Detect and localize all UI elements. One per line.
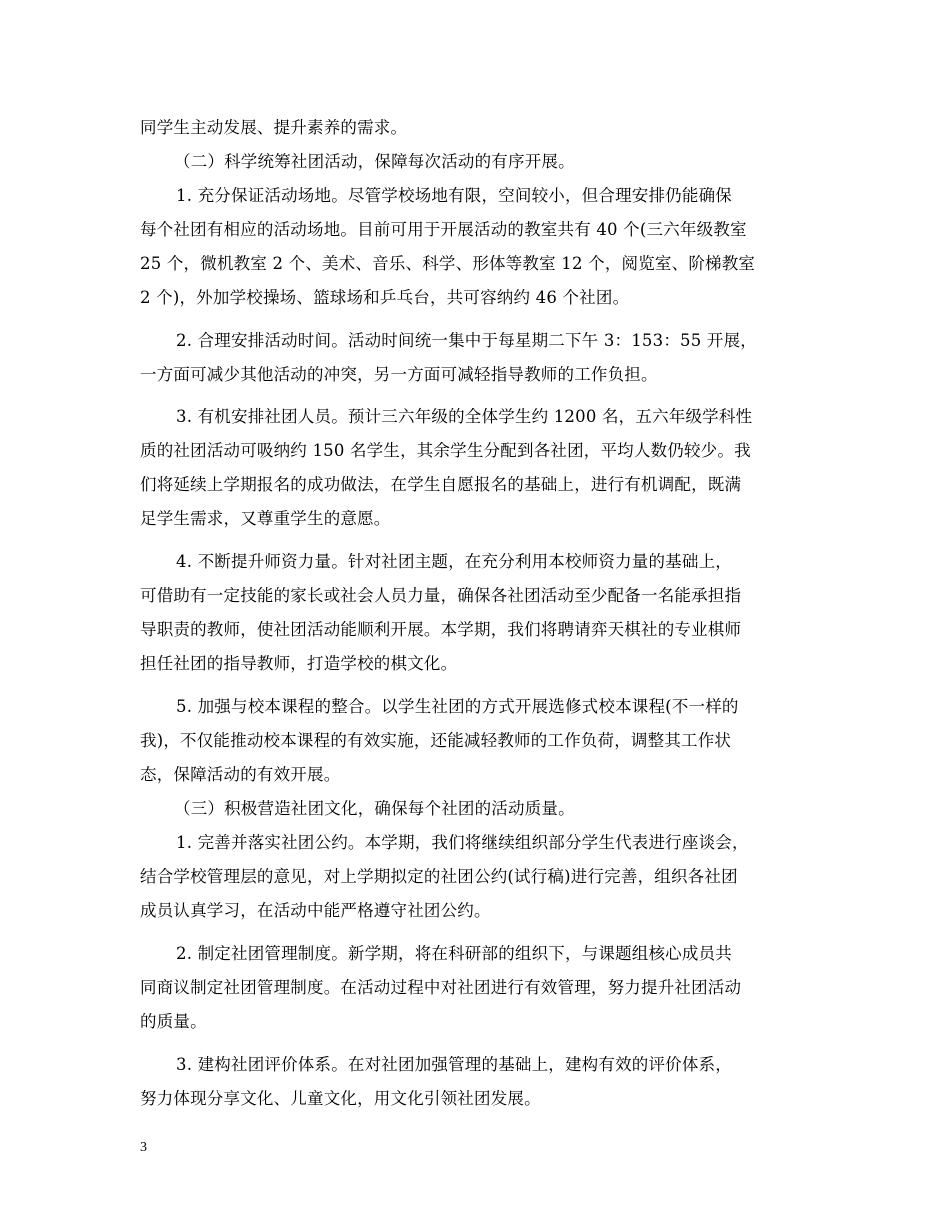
text-line: 3. 有机安排社团人员。预计三六年级的全体学生约 1200 名，五六年级学科性 — [176, 407, 753, 426]
section-heading: （二）科学统筹社团活动，保障每次活动的有序开展。 — [174, 152, 575, 171]
text-line: 导职责的教师，使社团活动能顺利开展。本学期，我们将聘请弈天棋社的专业棋师 — [140, 620, 742, 639]
text-line: 4. 不断提升师资力量。针对社团主题，在充分利用本校师资力量的基础上， — [176, 552, 732, 571]
text-line: 结合学校管理层的意见，对上学期拟定的社团公约(试行稿)进行完善，组织各社团 — [140, 867, 738, 886]
text-line: 努力体现分享文化、儿童文化，用文化引领社团发展。 — [140, 1089, 541, 1108]
text-line: 25 个，微机教室 2 个、美术、音乐、科学、形体等教室 12 个，阅览室、阶梯教室 — [140, 254, 756, 273]
text-line: 一方面可减少其他活动的冲突，另一方面可减轻指导教师的工作负担。 — [140, 365, 658, 384]
text-line: 担任社团的指导教师，打造学校的棋文化。 — [140, 654, 458, 673]
text-line: 态，保障活动的有效开展。 — [140, 765, 341, 784]
text-line: 2. 制定社团管理制度。新学期，将在科研部的组织下，与课题组核心成员共 — [176, 944, 732, 963]
text-line: 3. 建构社团评价体系。在对社团加强管理的基础上，建构有效的评价体系， — [176, 1055, 732, 1074]
text-line: 质的社团活动可吸纳约 150 名学生，其余学生分配到各社团，平均人数仍较少。我 — [140, 441, 751, 460]
text-line: 成员认真学习，在活动中能严格遵守社团公约。 — [140, 901, 491, 920]
text-line: 们将延续上学期报名的成功做法，在学生自愿报名的基础上，进行有机调配，既满 — [140, 475, 742, 494]
text-line: 2. 合理安排活动时间。活动时间统一集中于每星期二下午 3：153：55 开展， — [176, 331, 757, 350]
section-heading: （三）积极营造社团文化，确保每个社团的活动质量。 — [174, 799, 575, 818]
text-line: 足学生需求，又尊重学生的意愿。 — [140, 509, 391, 528]
text-line: 1. 充分保证活动场地。尽管学校场地有限，空间较小，但合理安排仍能确保 — [176, 186, 732, 205]
text-line: 可借助有一定技能的家长或社会人员力量，确保各社团活动至少配备一名能承担指 — [140, 586, 742, 605]
text-line: 1. 完善并落实社团公约。本学期，我们将继续组织部分学生代表进行座谈会， — [176, 833, 749, 852]
text-line: 我)，不仅能推动校本课程的有效实施，还能减轻教师的工作负荷，调整其工作状 — [140, 731, 732, 750]
text-line: 5. 加强与校本课程的整合。以学生社团的方式开展选修式校本课程(不一样的 — [176, 697, 739, 716]
text-line: 每个社团有相应的活动场地。目前可用于开展活动的教室共有 40 个(三六年级教室 — [140, 220, 747, 239]
text-line: 2 个)，外加学校操场、篮球场和乒乓台，共可容纳约 46 个社团。 — [140, 288, 630, 307]
text-line: 同学生主动发展、提升素养的需求。 — [140, 118, 408, 137]
text-line: 的质量。 — [140, 1012, 207, 1031]
page-number: 3 — [140, 1140, 147, 1155]
text-line: 同商议制定社团管理制度。在活动过程中对社团进行有效管理，努力提升社团活动 — [140, 978, 742, 997]
